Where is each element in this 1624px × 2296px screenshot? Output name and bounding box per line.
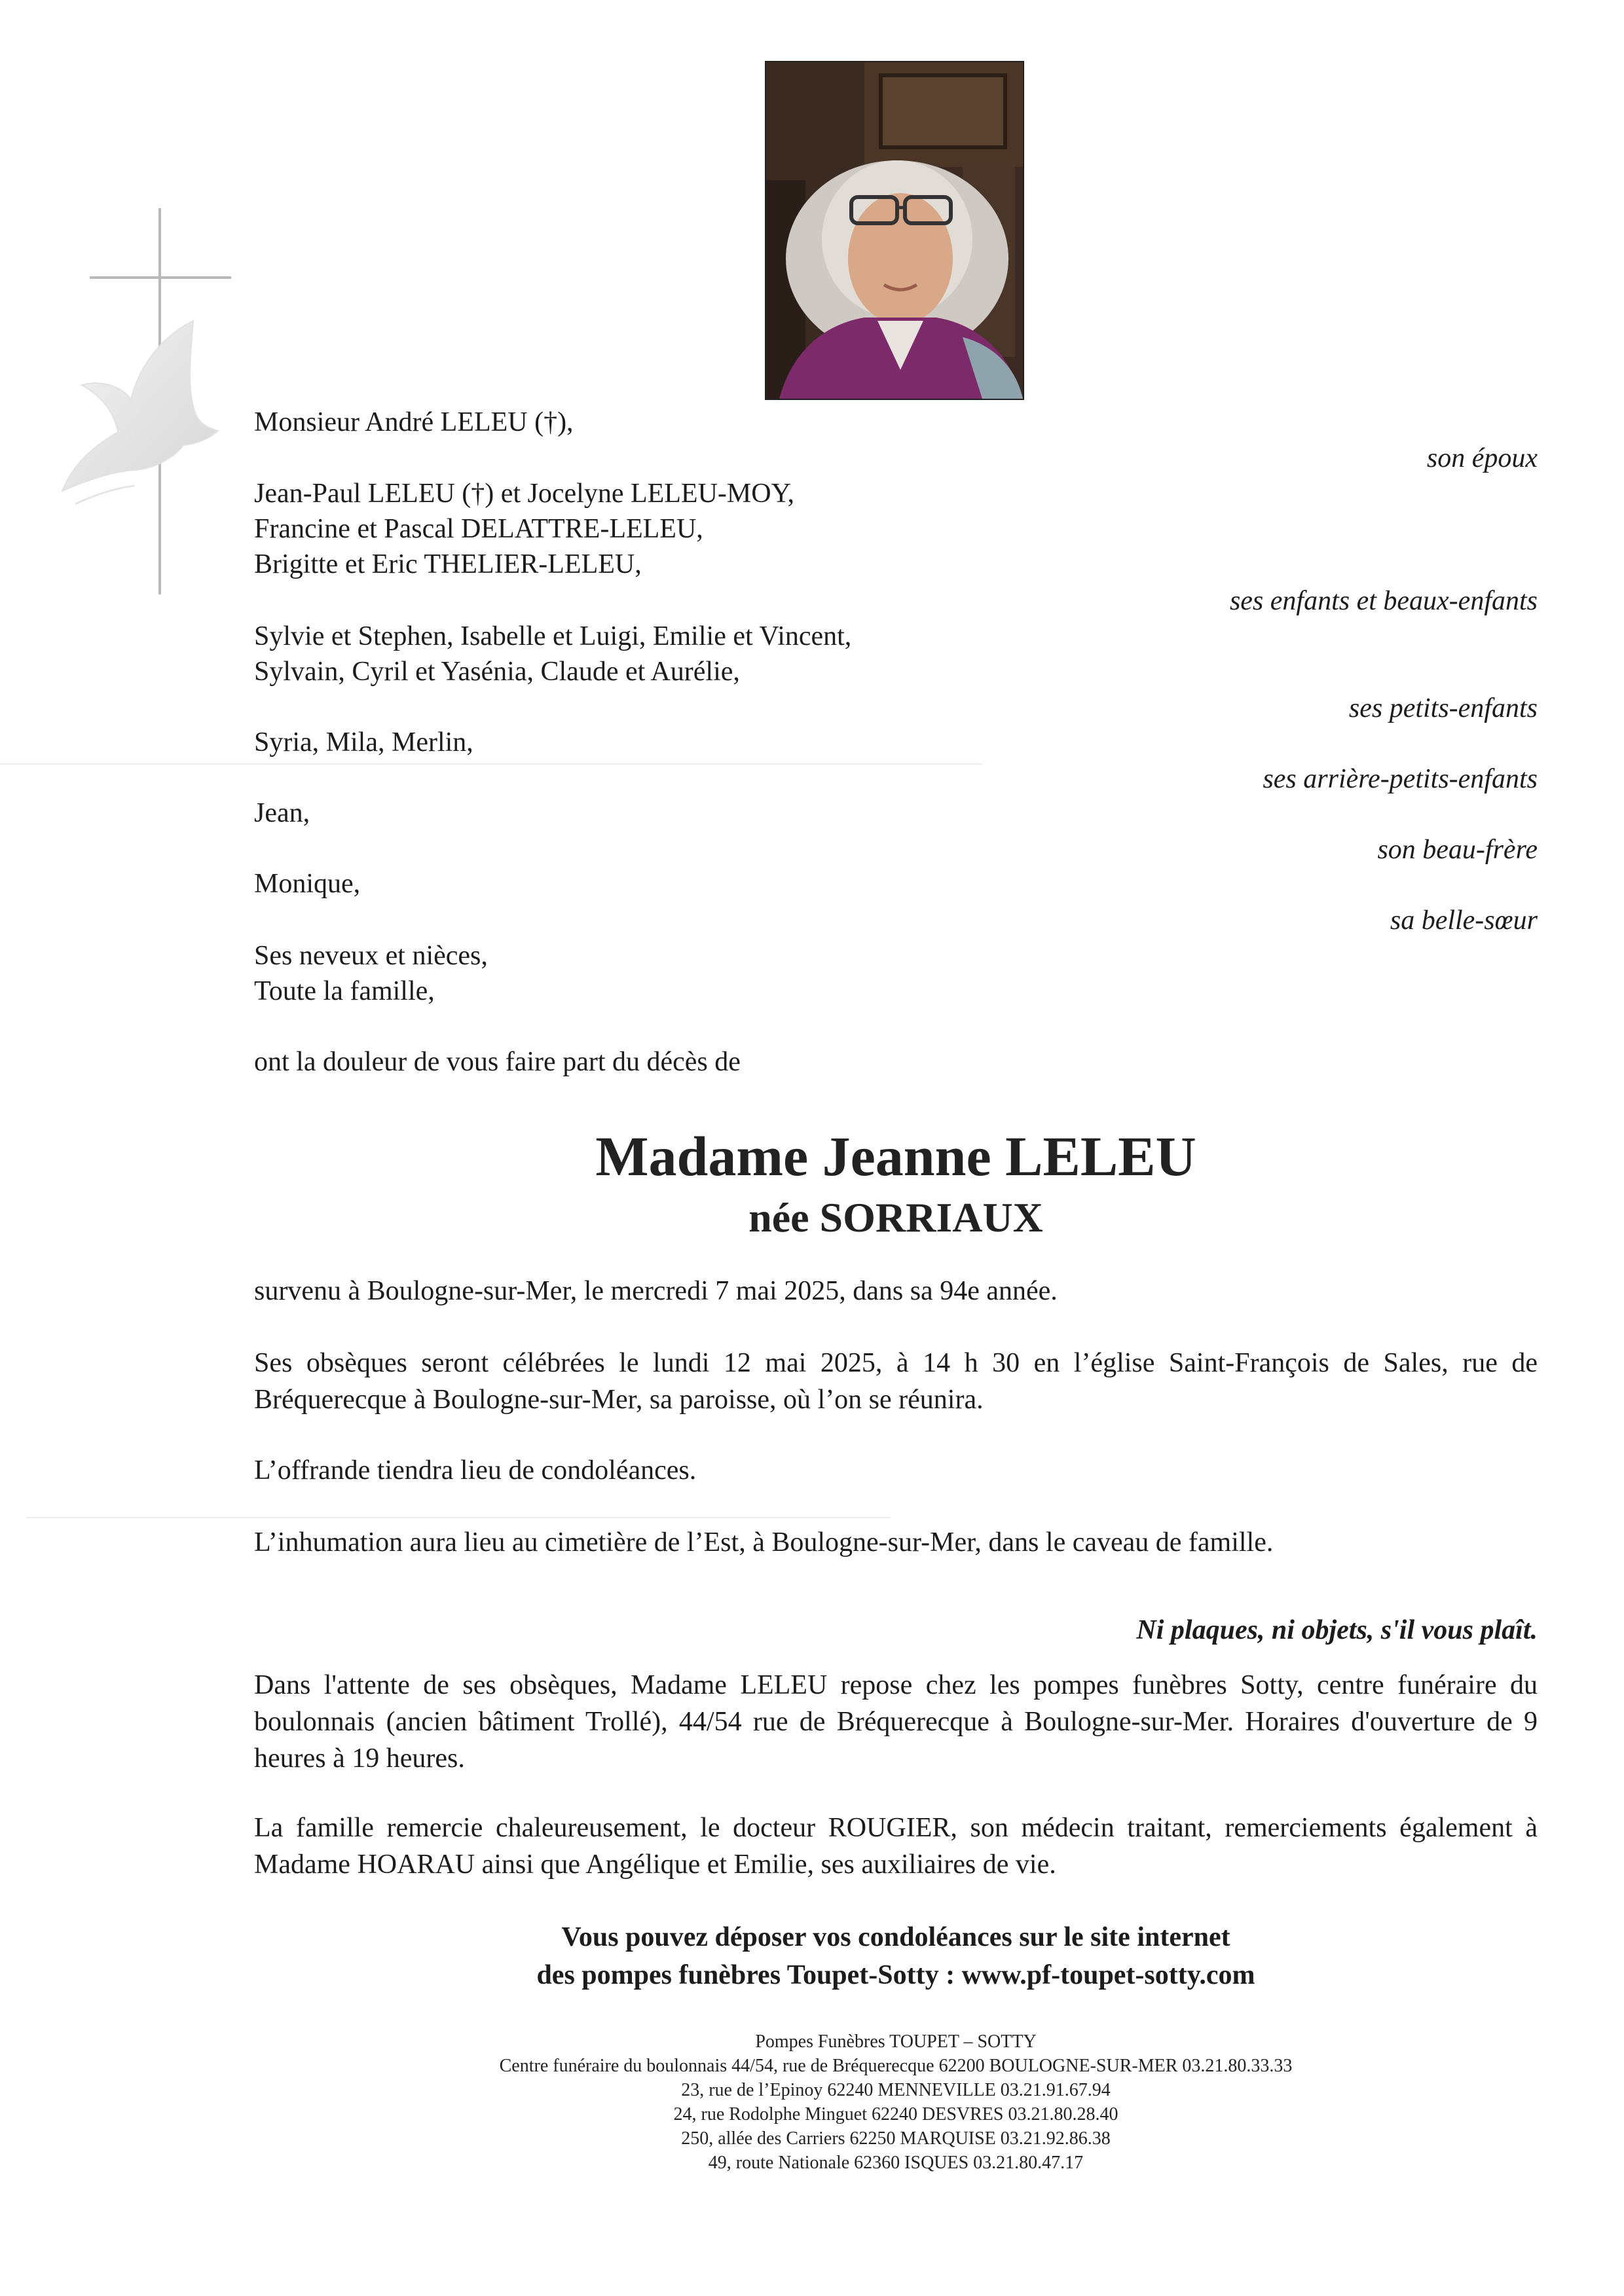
relation-grandchildren: ses petits-enfants (1348, 693, 1538, 723)
funeral-paragraph: Ses obsèques seront célébrées le lundi 12 mai 2025, à 14 h 30 en l’église Saint-François de Sales, rue de Bréquerecque à Boulogne-sur-Mer, sa paroisse, où l’on se réunira. (254, 1348, 1538, 1415)
rest-paragraph: Dans l'attente de ses obsèques, Madame LELEU repose chez les pompes funèbres Sotty, centre funéraire du boulonnais (ancien bâtiment Trollé), 44/54 rue de Bréquerecque à Boulogne-sur-Mer. Horaires d'ouverture de 9 heures à 19 heures. (254, 1670, 1538, 1774)
burial-paragraph: L’inhumation aura lieu au cimetière de l’Est, à Boulogne-sur-Mer, dans le caveau de famille. (254, 1527, 1274, 1558)
child-line: Brigitte et Eric THELIER-LELEU, (254, 549, 642, 579)
child-line: Jean-Paul LELEU (†) et Jocelyne LELEU-MOY, (254, 479, 794, 509)
death-paragraph: survenu à Boulogne-sur-Mer, le mercredi 7 mai 2025, dans sa 94e année. (254, 1276, 1058, 1306)
no-plaques-notice: Ni plaques, ni objets, s'il vous plaît. (1136, 1615, 1538, 1645)
footer-address: Centre funéraire du boulonnais 44/54, rue de Bréquerecque 62200 BOULOGNE-SUR-MER 03.21.80.33.33 (499, 2056, 1293, 2076)
condolences-website-line: des pompes funèbres Toupet-Sotty : www.pf-toupet-sotty.com (536, 1960, 1255, 1990)
scan-line (26, 1517, 891, 1518)
child-line: Francine et Pascal DELATTRE-LELEU, (254, 514, 703, 544)
footer-address: 24, rue Rodolphe Minguet 62240 DESVRES 03.21.80.28.40 (673, 2104, 1118, 2124)
footer-address: 23, rue de l’Epinoy 62240 MENNEVILLE 03.21.91.67.94 (681, 2080, 1111, 2100)
relation-sister-in-law: sa belle-sœur (1390, 905, 1538, 936)
portrait-photo (765, 61, 1024, 400)
condolences-line: Vous pouvez déposer vos condoléances sur le site internet (561, 1922, 1230, 1952)
nephews-line: Ses neveux et nièces, (254, 941, 488, 971)
deceased-name: Madame Jeanne LELEU (595, 1125, 1196, 1188)
relation-brother-in-law: son beau-frère (1377, 835, 1538, 865)
footer-address: 250, allée des Carriers 62250 MARQUISE 03.21.92.86.38 (681, 2128, 1111, 2149)
thanks-paragraph: La famille remercie chaleureusement, le docteur ROUGIER, son médecin traitant, remerciements également à Madame HOARAU ainsi que Angélique et Emilie, ses auxiliaires de vie. (254, 1813, 1538, 1880)
footer-address: 49, route Nationale 62360 ISQUES 03.21.80.47.17 (708, 2153, 1084, 2173)
dove-icon (56, 308, 226, 530)
announcement-line: ont la douleur de vous faire part du décès de (254, 1047, 741, 1077)
sister-in-law-line: Monique, (254, 869, 361, 899)
footer-company: Pompes Funèbres TOUPET – SOTTY (755, 2032, 1037, 2052)
great-grandchildren-line: Syria, Mila, Merlin, (254, 727, 473, 757)
relation-children: ses enfants et beaux-enfants (1229, 586, 1538, 616)
scan-line (0, 763, 982, 765)
deceased-maiden-name: née SORRIAUX (748, 1194, 1043, 1241)
spouse-line: Monsieur André LELEU (†), (254, 407, 574, 437)
grandchild-line: Sylvain, Cyril et Yasénia, Claude et Aurélie, (254, 657, 740, 687)
cross-horizontal-bar (90, 276, 231, 279)
all-family-line: Toute la famille, (254, 976, 435, 1006)
offering-paragraph: L’offrande tiendra lieu de condoléances. (254, 1455, 697, 1485)
relation-great-grandchildren: ses arrière-petits-enfants (1263, 764, 1538, 794)
brother-in-law-line: Jean, (254, 798, 310, 828)
grandchild-line: Sylvie et Stephen, Isabelle et Luigi, Emilie et Vincent, (254, 621, 852, 651)
relation-spouse: son époux (1426, 443, 1538, 473)
